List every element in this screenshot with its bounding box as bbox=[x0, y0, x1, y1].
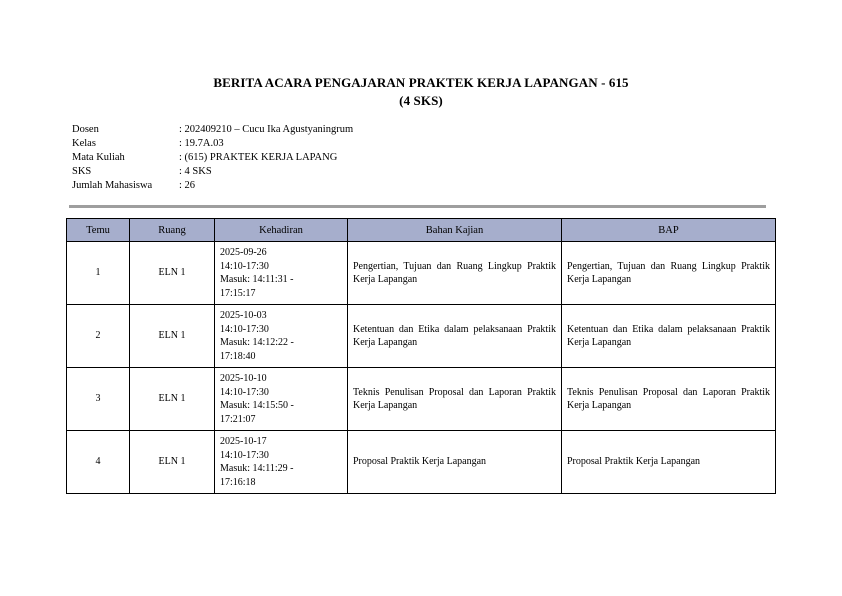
info-label: Dosen bbox=[72, 124, 99, 135]
attendance-date: 2025-09-26 bbox=[220, 247, 267, 258]
attendance-checkout: 17:16:18 bbox=[220, 476, 256, 488]
cell-ruang: ELN 1 bbox=[130, 368, 215, 431]
attendance-schedule: 14:10-17:30 bbox=[220, 449, 269, 461]
separator-rule bbox=[69, 205, 766, 208]
attendance-checkin: Masuk: 14:11:31 - bbox=[220, 274, 294, 285]
cell-bahan-kajian: Pengertian, Tujuan dan Ruang Lingkup Praktik Kerja Lapangan bbox=[348, 242, 562, 305]
cell-ruang: ELN 1 bbox=[130, 305, 215, 368]
table-row bbox=[67, 305, 776, 368]
cell-kehadiran bbox=[215, 368, 348, 431]
column-header-temu: Temu bbox=[67, 219, 130, 242]
cell-temu: 1 bbox=[67, 242, 130, 305]
cell-bahan-kajian: Ketentuan dan Etika dalam pelaksanaan Praktik Kerja Lapangan bbox=[348, 305, 562, 368]
table-header-row bbox=[67, 219, 776, 242]
cell-bahan-kajian: Teknis Penulisan Proposal dan Laporan Praktik Kerja Lapangan bbox=[348, 368, 562, 431]
cell-kehadiran bbox=[215, 242, 348, 305]
info-label: Jumlah Mahasiswa bbox=[72, 180, 153, 191]
cell-kehadiran bbox=[215, 305, 348, 368]
info-value: : 202409210 – Cucu Ika Agustyaningrum bbox=[179, 124, 354, 135]
info-value: : (615) PRAKTEK KERJA LAPANG bbox=[179, 152, 338, 163]
info-label: Mata Kuliah bbox=[72, 152, 125, 163]
attendance-checkin: Masuk: 14:11:29 - bbox=[220, 463, 294, 474]
cell-bap: Proposal Praktik Kerja Lapangan bbox=[562, 431, 776, 494]
attendance-date: 2025-10-17 bbox=[220, 436, 267, 447]
cell-bap: Pengertian, Tujuan dan Ruang Lingkup Praktik Kerja Lapangan bbox=[562, 242, 776, 305]
attendance-checkout: 17:15:17 bbox=[220, 287, 256, 299]
column-header-ruang: Ruang bbox=[130, 219, 215, 242]
cell-temu: 4 bbox=[67, 431, 130, 494]
info-value: : 19.7A.03 bbox=[179, 138, 224, 149]
attendance-checkin: Masuk: 14:15:50 - bbox=[220, 400, 294, 411]
bap-table bbox=[66, 218, 776, 494]
attendance-date: 2025-10-10 bbox=[220, 373, 267, 384]
cell-kehadiran bbox=[215, 431, 348, 494]
cell-temu: 2 bbox=[67, 305, 130, 368]
attendance-checkout: 17:18:40 bbox=[220, 350, 256, 362]
column-header-kehadiran: Kehadiran bbox=[215, 219, 348, 242]
table-row bbox=[67, 431, 776, 494]
page-title: BERITA ACARA PENGAJARAN PRAKTEK KERJA LAPANGAN - 615 bbox=[213, 75, 629, 90]
info-row-sks bbox=[72, 165, 353, 179]
attendance-date: 2025-10-03 bbox=[220, 310, 267, 321]
attendance-schedule: 14:10-17:30 bbox=[220, 323, 269, 335]
page-subtitle: (4 SKS) bbox=[399, 93, 443, 108]
table-row bbox=[67, 242, 776, 305]
column-header-bahan-kajian: Bahan Kajian bbox=[348, 219, 562, 242]
info-label: Kelas bbox=[72, 138, 96, 149]
info-row-kelas bbox=[72, 137, 353, 151]
cell-ruang: ELN 1 bbox=[130, 242, 215, 305]
cell-temu: 3 bbox=[67, 368, 130, 431]
cell-bahan-kajian: Proposal Praktik Kerja Lapangan bbox=[348, 431, 562, 494]
cell-ruang: ELN 1 bbox=[130, 431, 215, 494]
cell-bap: Teknis Penulisan Proposal dan Laporan Praktik Kerja Lapangan bbox=[562, 368, 776, 431]
course-info bbox=[72, 123, 353, 193]
info-row-mata-kuliah bbox=[72, 151, 353, 165]
info-value: : 26 bbox=[179, 180, 196, 191]
cell-bap: Ketentuan dan Etika dalam pelaksanaan Praktik Kerja Lapangan bbox=[562, 305, 776, 368]
info-value: : 4 SKS bbox=[179, 166, 212, 177]
attendance-checkin: Masuk: 14:12:22 - bbox=[220, 337, 294, 348]
info-row-dosen bbox=[72, 123, 353, 137]
attendance-schedule: 14:10-17:30 bbox=[220, 260, 269, 272]
table-row bbox=[67, 368, 776, 431]
info-row-jumlah-mahasiswa bbox=[72, 179, 353, 193]
column-header-bap: BAP bbox=[562, 219, 776, 242]
attendance-schedule: 14:10-17:30 bbox=[220, 386, 269, 398]
attendance-checkout: 17:21:07 bbox=[220, 413, 256, 425]
info-label: SKS bbox=[72, 166, 92, 177]
